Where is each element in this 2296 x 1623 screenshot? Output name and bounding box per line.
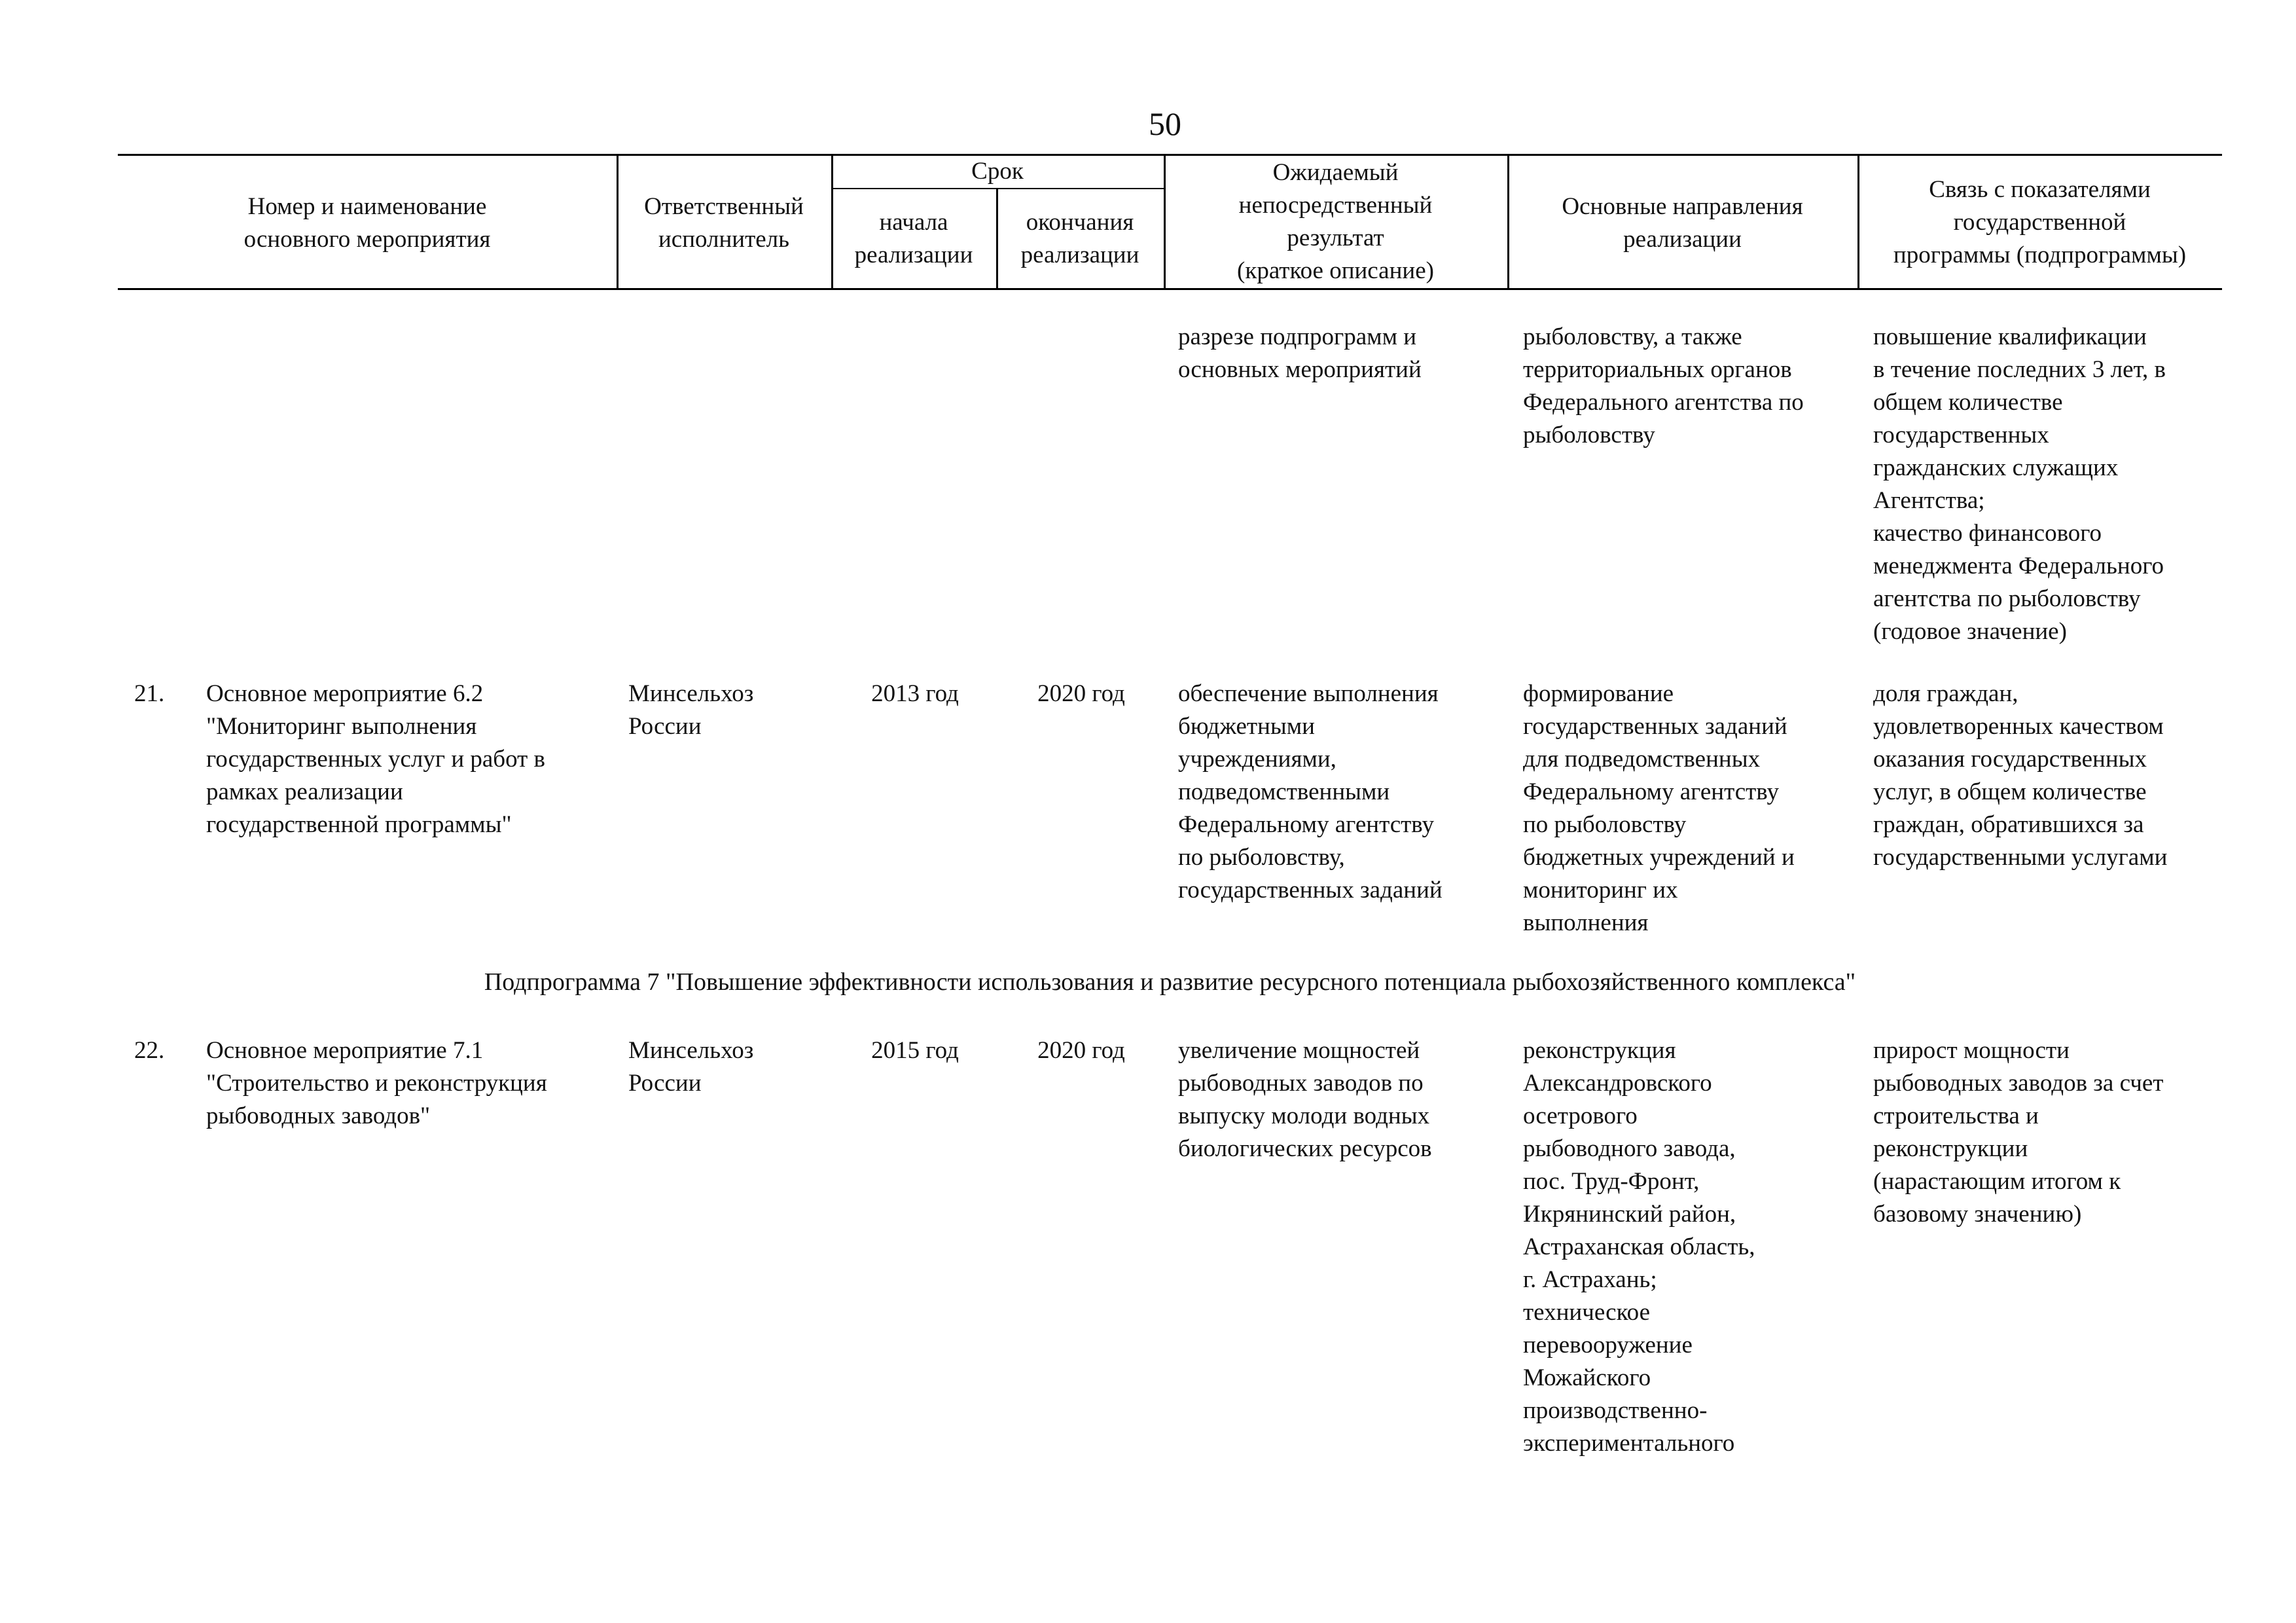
row-result: увеличение мощностей рыбоводных заводов по выпуску молоди водных биологических ресурсов [1178, 1037, 1432, 1162]
row-link: прирост мощности рыбоводных заводов за счет строительства и реконструкции (нарастающим итогом к базовому значению) [1873, 1037, 2164, 1228]
header-name: Номер и наименование основного мероприятия [243, 193, 491, 253]
header-start: начала реализации [854, 209, 973, 268]
subprogram-title: Подпрограмма 7 "Повышение эффективности использования и развитие ресурсного потенциала рыбохозяйственного комплекса" [484, 968, 1856, 996]
row-executor: Минсельхоз России [628, 680, 754, 740]
row-executor: Минсельхоз России [628, 1037, 754, 1097]
header-result: Ожидаемый непосредственный результат (краткое описание) [1237, 159, 1434, 284]
continuation-result: разрезе подпрограмм и основных мероприятий [1178, 323, 1422, 383]
header-executor: Ответственный исполнитель [644, 193, 804, 253]
row-number: 22. [134, 1037, 165, 1064]
header-top-rule [118, 154, 2222, 156]
row-number: 21. [134, 680, 165, 707]
header-directions: Основные направления реализации [1562, 193, 1803, 253]
row-name: Основное мероприятие 6.2 "Мониторинг выполнения государственных услуг и работ в рамках реализации государственной программы" [206, 680, 546, 838]
table-header [118, 154, 2222, 290]
continuation-link: повышение квалификации в течение последних 3 лет, в общем количестве государственных гражданских служащих Агентства; качество финансового менеджмента Федерального агентства по рыболовству (годовое значение) [1873, 323, 2166, 645]
row-end: 2020 год [1037, 680, 1125, 707]
header-link: Связь с показателями государственной программы (подпрограммы) [1893, 176, 2187, 268]
continuation-directions: рыболовству, а также территориальных органов Федерального агентства по рыболовству [1523, 323, 1804, 448]
row-result: обеспечение выполнения бюджетными учреждениями, подведомственными Федеральному агентству по рыболовству, государственных заданий [1178, 680, 1443, 903]
row-end: 2020 год [1037, 1037, 1125, 1064]
header-end: окончания реализации [1020, 209, 1139, 268]
row-link: доля граждан, удовлетворенных качеством оказания государственных услуг, в общем количестве граждан, обратившихся за государственными услугами [1873, 680, 2168, 871]
row-directions: формирование государственных заданий для подведомственных Федеральному агентству по рыболовству бюджетных учреждений и мониторинг их выполнения [1523, 680, 1795, 936]
page-number: 50 [1149, 105, 1181, 142]
row-name: Основное мероприятие 7.1 "Строительство и реконструкция рыбоводных заводов" [206, 1037, 547, 1129]
row-directions: реконструкция Александровского осетрового рыбоводного завода, пос. Труд-Фронт, Икрянинский район, Астраханская область, г. Астрахань; техническое перевооружение Можайского производственно- экспериментального [1523, 1037, 1755, 1457]
row-start: 2013 год [871, 680, 959, 707]
row-start: 2015 год [871, 1037, 959, 1064]
header-bottom-rule [118, 288, 2222, 290]
header-term: Срок [971, 158, 1024, 185]
